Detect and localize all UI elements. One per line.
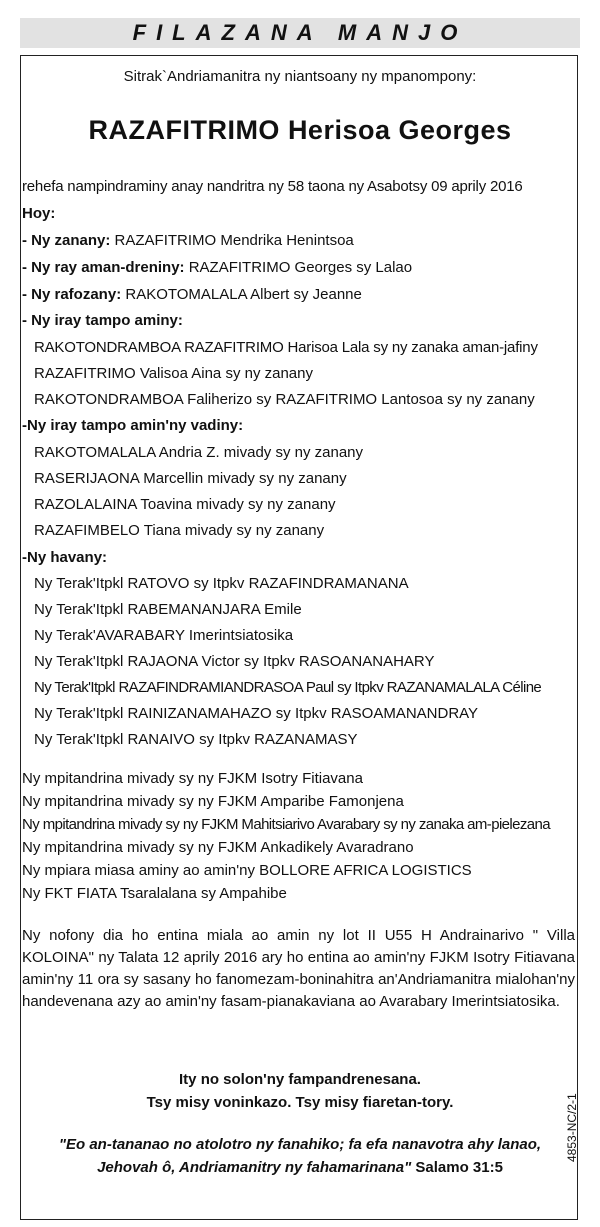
other-item: Ny mpiara miasa aminy ao amin'ny BOLLORE AFRICA LOGISTICS bbox=[22, 862, 472, 879]
hoy-label: Hoy: bbox=[22, 205, 56, 222]
rafozany-line bbox=[22, 285, 362, 305]
list-item: RAZOLALAINA Toavina mivady sy ny zanany bbox=[34, 496, 336, 513]
quote-reference: Salamo 31:5 bbox=[411, 1159, 503, 1176]
deceased-name: RAZAFITRIMO Herisoa Georges bbox=[88, 115, 512, 145]
rafozany-text: RAKOTOMALALA Albert sy Jeanne bbox=[121, 286, 362, 303]
list-item: RAKOTONDRAMBOA Faliherizo sy RAZAFITRIMO Lantosoa sy ny zanany bbox=[34, 391, 535, 408]
list-item: Ny Terak'Itpkl RAINIZANAMAHAZO sy Itpkv RASOAMANANDRAY bbox=[34, 705, 479, 722]
list-item: Ny Terak'Itpkl RANAIVO sy Itpkv RAZANAMASY bbox=[34, 731, 358, 748]
side-code: 4853-NC/2-1 bbox=[565, 1093, 579, 1162]
ray-aman-dreniny-line bbox=[22, 258, 412, 278]
list-item: Ny Terak'Itpkl RABEMANANJARA Emile bbox=[34, 601, 302, 618]
quote-text: Jehovah ô, Andriamanitry ny fahamarinana" bbox=[97, 1159, 412, 1176]
death-line: rehefa nampindraminy anay nandritra ny 58 taona ny Asabotsy 09 aprily 2016 bbox=[22, 178, 523, 195]
list-item: Ny Terak'Itpkl RATOVO sy Itpkv RAZAFINDRAMANANA bbox=[34, 575, 409, 592]
quote-line-1: "Eo an-tananao no atolotro ny fanahiko; fa efa nanavotra ahy lanao, bbox=[58, 1136, 542, 1153]
rafozany-label: - Ny rafozany: bbox=[22, 286, 122, 303]
list-item: RAZAFIMBELO Tiana mivady sy ny zanany bbox=[34, 522, 325, 539]
havany-label: -Ny havany: bbox=[22, 549, 108, 566]
ray-aman-dreniny-text: RAZAFITRIMO Georges sy Lalao bbox=[184, 259, 413, 276]
zanany-line bbox=[22, 231, 354, 251]
other-item: Ny mpitandrina mivady sy ny FJKM Ankadikely Avaradrano bbox=[22, 839, 414, 856]
other-item: Ny mpitandrina mivady sy ny FJKM Amparibe Famonjena bbox=[22, 793, 404, 810]
list-item: RAKOTOMALALA Andria Z. mivady sy ny zanany bbox=[34, 444, 364, 461]
ray-aman-dreniny-label: - Ny ray aman-dreniny: bbox=[22, 259, 185, 276]
iray-tampo-aminy-label: - Ny iray tampo aminy: bbox=[22, 312, 183, 329]
header-title: FILAZANA MANJO bbox=[132, 20, 468, 45]
iray-tampo-vadiny-label: -Ny iray tampo amin'ny vadiny: bbox=[22, 417, 244, 434]
closing-line-1: Ity no solon'ny fampandrenesana. bbox=[179, 1071, 421, 1088]
list-item: Ny Terak'Itpkl RAJAONA Victor sy Itpkv RASOANANAHARY bbox=[34, 653, 435, 670]
list-item: RASERIJAONA Marcellin mivady sy ny zanany bbox=[34, 470, 347, 487]
funeral-paragraph: Ny nofony dia ho entina miala ao amin ny lot II U55 H Andrainarivo " Villa KOLOINA" ny Talata 12 aprily 2016 ary ho entina ao amin'ny FJKM Isotry Fitiavana amin'ny 11 ora sy sasany ho fanomezam-boninahitra an'Andriamanitra mialohan'ny handevenana azy ao amin'ny fasam-pianakaviana ao Avarabary Imerintsiatosika. bbox=[22, 927, 575, 1010]
closing-line-2: Tsy misy voninkazo. Tsy misy fiaretan-tory. bbox=[146, 1094, 454, 1111]
other-item: Ny mpitandrina mivady sy ny FJKM Isotry Fitiavana bbox=[22, 770, 363, 787]
list-item: Ny Terak'AVARABARY Imerintsiatosika bbox=[34, 627, 294, 644]
intro-text: Sitrak`Andriamanitra ny niantsoany ny mpanompony: bbox=[123, 68, 477, 85]
other-item: Ny FKT FIATA Tsaralalana sy Ampahibe bbox=[22, 885, 287, 902]
other-item: Ny mpitandrina mivady sy ny FJKM Mahitsiarivo Avarabary sy ny zanaka am-pielezana bbox=[22, 816, 551, 833]
list-item: RAZAFITRIMO Valisoa Aina sy ny zanany bbox=[34, 365, 313, 382]
list-item: Ny Terak'Itpkl RAZAFINDRAMIANDRASOA Paul sy Itpkv RAZANAMALALA Céline bbox=[34, 679, 542, 696]
list-item: RAKOTONDRAMBOA RAZAFITRIMO Harisoa Lala sy ny zanaka aman-jafiny bbox=[34, 339, 538, 356]
header-banner bbox=[20, 18, 580, 48]
zanany-label: - Ny zanany: bbox=[22, 232, 111, 249]
quote-line-2 bbox=[22, 1158, 578, 1178]
zanany-text: RAZAFITRIMO Mendrika Henintsoa bbox=[110, 232, 354, 249]
